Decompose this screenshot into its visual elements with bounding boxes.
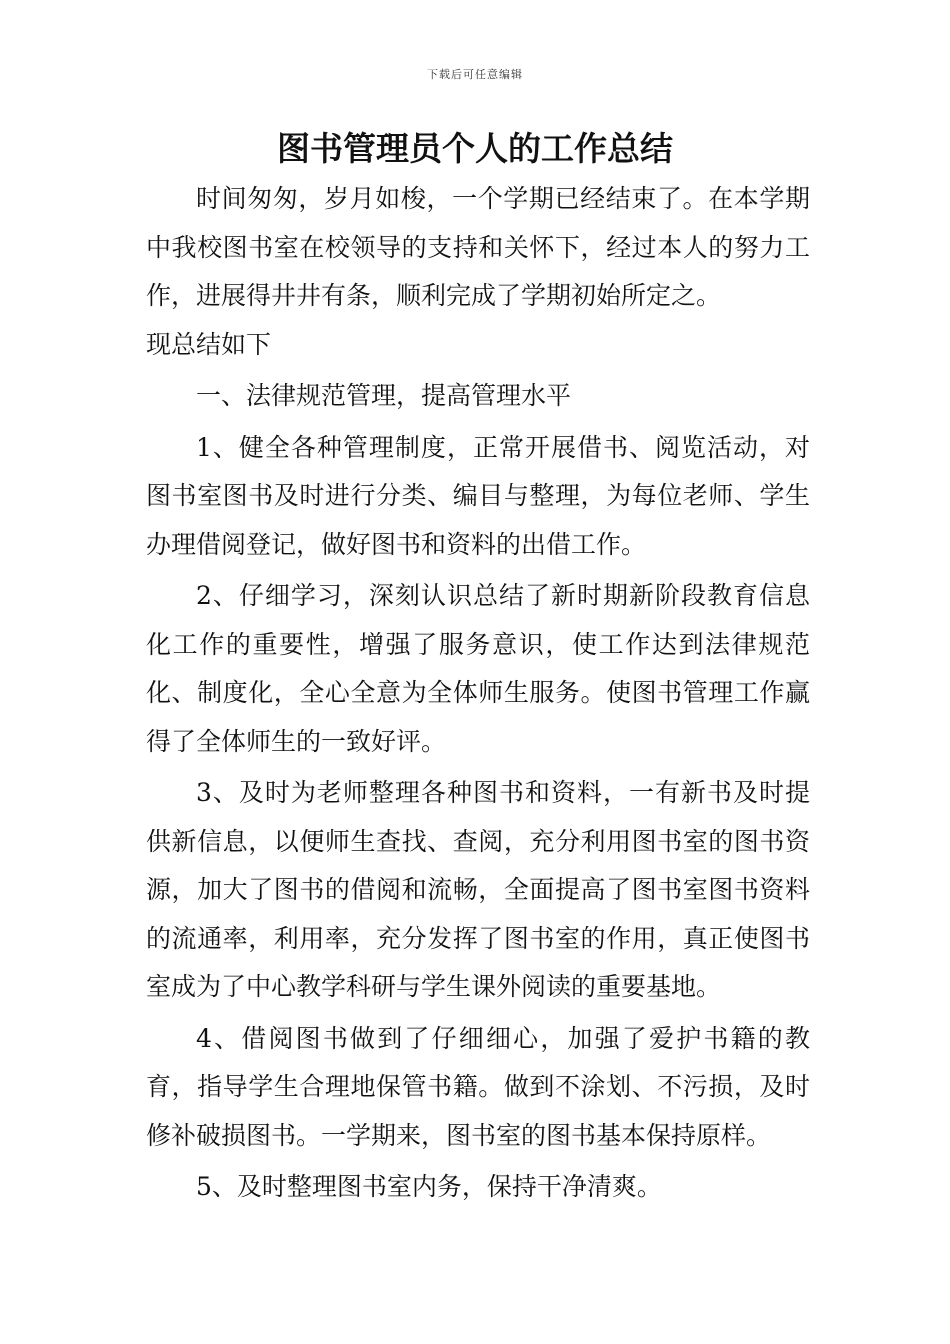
intro-paragraph: 时间匆匆，岁月如梭，一个学期已经结束了。在本学期中我校图书室在校领导的支持和关怀下，经过本人的努力工作，进展得井井有条，顺利完成了学期初始所定之。 bbox=[146, 184, 810, 310]
item-3-paragraph: 3、及时为老师整理各种图书和资料，一有新书及时提供新信息，以便师生查找、查阅，充分利用图书室的图书资源，加大了图书的借阅和流畅，全面提高了图书室图书资料的流通率，利用率，充分发挥了图书室的作用，真正使图书室成为了中心教学科研与学生课外阅读的重要基地。 bbox=[146, 778, 810, 1001]
document-body bbox=[146, 175, 810, 1212]
item-2-paragraph: 2、仔细学习，深刻认识总结了新时期新阶段教育信息化工作的重要性，增强了服务意识，使工作达到法律规范化、制度化，全心全意为全体师生服务。使图书管理工作赢得了全体师生的一致好评。 bbox=[146, 581, 810, 756]
header-note: 下载后可任意编辑 bbox=[427, 68, 523, 81]
item-4-paragraph: 4、借阅图书做到了仔细细心，加强了爱护书籍的教育，指导学生合理地保管书籍。做到不涂划、不污损，及时修补破损图书。一学期来，图书室的图书基本保持原样。 bbox=[146, 1023, 810, 1150]
summary-lead: 现总结如下 bbox=[146, 329, 272, 359]
item-1-paragraph: 1、健全各种管理制度，正常开展借书、阅览活动，对图书室图书及时进行分类、编目与整理，为每位老师、学生办理借阅登记，做好图书和资料的出借工作。 bbox=[146, 432, 810, 559]
section-heading-1: 一、法律规范管理，提高管理水平 bbox=[196, 381, 572, 410]
document-title: 图书管理员个人的工作总结 bbox=[277, 129, 673, 168]
item-5-paragraph: 5、及时整理图书室内务，保持干净清爽。 bbox=[196, 1172, 662, 1201]
